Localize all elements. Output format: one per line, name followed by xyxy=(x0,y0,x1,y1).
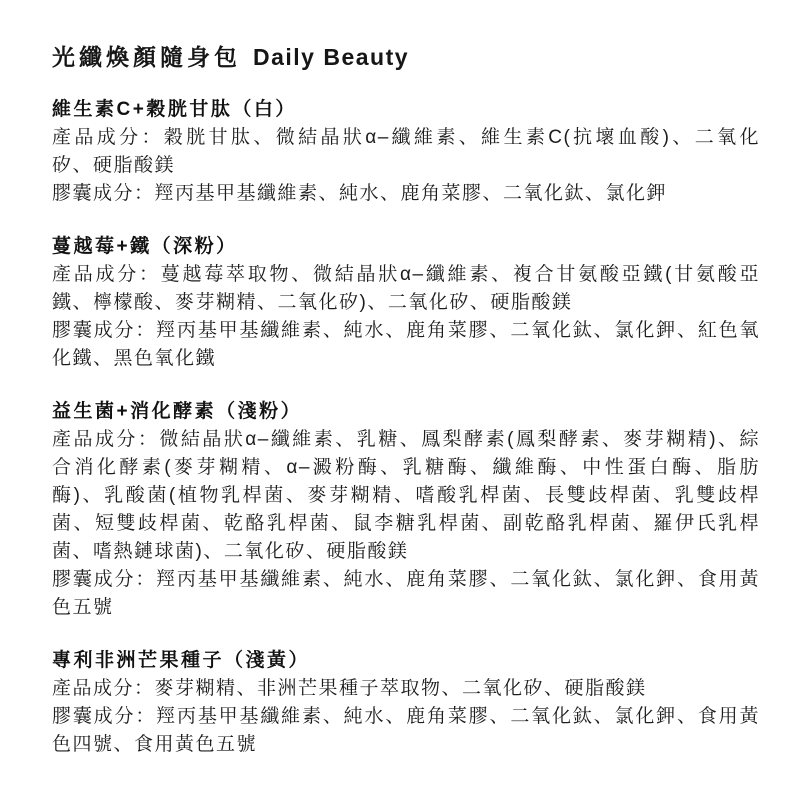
product-ingredients-line: 菌、嗜熱鏈球菌)、二氧化矽、硬脂酸鎂 xyxy=(52,541,409,562)
capsule-ingredients-paragraph xyxy=(52,703,760,759)
product-ingredients-paragraph xyxy=(52,675,760,703)
product-ingredients-paragraph xyxy=(52,261,760,317)
capsule-ingredients-line: 化鐵、黑色氧化鐵 xyxy=(52,348,217,369)
ingredient-section xyxy=(52,646,760,759)
ingredient-section xyxy=(52,232,760,373)
capsule-ingredients-line: 色四號、食用黃色五號 xyxy=(52,734,258,755)
capsule-ingredients-paragraph xyxy=(52,180,760,208)
section-heading: 蔓越莓+鐵（深粉） xyxy=(52,236,238,257)
product-ingredients-line: 矽、硬脂酸鎂 xyxy=(52,155,176,176)
product-ingredients-paragraph xyxy=(52,124,760,180)
capsule-ingredients-line: 膠囊成分：羥丙基甲基纖維素、純水、鹿角菜膠、二氧化鈦、氯化鉀、紅色氧 xyxy=(52,320,760,341)
product-ingredients-paragraph xyxy=(52,426,760,566)
capsule-ingredients-line: 膠囊成分：羥丙基甲基纖維素、純水、鹿角菜膠、二氧化鈦、氯化鉀、食用黃 xyxy=(52,706,760,727)
ingredient-sections xyxy=(52,95,760,783)
product-ingredients-line: 合消化酵素(麥芽糊精、α–澱粉酶、乳糖酶、纖維酶、中性蛋白酶、脂肪 xyxy=(52,457,760,478)
product-ingredients-line: 產品成分：麥芽糊精、非洲芒果種子萃取物、二氧化矽、硬脂酸鎂 xyxy=(52,678,647,699)
capsule-ingredients-paragraph xyxy=(52,317,760,373)
product-ingredients-line: 菌、短雙歧桿菌、乾酪乳桿菌、鼠李糖乳桿菌、副乾酪乳桿菌、羅伊氏乳桿 xyxy=(52,513,760,534)
product-ingredients-line: 產品成分：蔓越莓萃取物、微結晶狀α–纖維素、複合甘氨酸亞鐵(甘氨酸亞 xyxy=(52,264,760,285)
ingredient-section xyxy=(52,95,760,208)
section-heading: 益生菌+消化酵素（淺粉） xyxy=(52,401,303,422)
capsule-ingredients-line: 膠囊成分：羥丙基甲基纖維素、純水、鹿角菜膠、二氧化鈦、氯化鉀 xyxy=(52,183,668,204)
product-ingredients-line: 產品成分：微結晶狀α–纖維素、乳糖、鳳梨酵素(鳳梨酵素、麥芽糊精)、綜 xyxy=(52,429,760,450)
capsule-ingredients-paragraph xyxy=(52,566,760,622)
product-ingredients-line: 產品成分：穀胱甘肽、微結晶狀α–纖維素、維生素C(抗壞血酸)、二氧化 xyxy=(52,127,760,148)
section-heading: 專利非洲芒果種子（淺黃） xyxy=(52,650,311,671)
product-ingredients-line: 酶)、乳酸菌(植物乳桿菌、麥芽糊精、嗜酸乳桿菌、長雙歧桿菌、乳雙歧桿 xyxy=(52,485,760,506)
capsule-ingredients-line: 膠囊成分：羥丙基甲基纖維素、純水、鹿角菜膠、二氧化鈦、氯化鉀、食用黃 xyxy=(52,569,760,590)
section-heading: 維生素C+穀胱甘肽（白） xyxy=(52,99,297,120)
capsule-ingredients-line: 色五號 xyxy=(52,597,114,618)
ingredient-section xyxy=(52,397,760,622)
product-ingredients-line: 鐵、檸檬酸、麥芽糊精、二氧化矽)、二氧化矽、硬脂酸鎂 xyxy=(52,292,573,313)
page-title xyxy=(52,42,409,72)
product-name: 光纖煥顏隨身包 xyxy=(52,44,241,70)
product-name-english: Daily Beauty xyxy=(253,44,410,70)
